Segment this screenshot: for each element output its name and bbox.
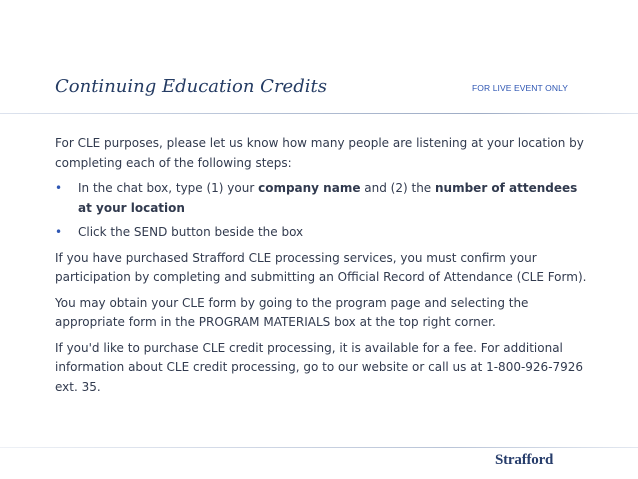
slide-title: Continuing Education Credits bbox=[55, 76, 327, 97]
slide-body bbox=[55, 134, 595, 403]
contact-paragraph: If you'd like to purchase CLE credit processing, it is available for a fee. For additional information about CLE credit processing, go to our website or call us at 1-800-926-7926 ext. 35. bbox=[55, 340, 584, 394]
purchase-paragraph: If you have purchased Strafford CLE processing services, you must confirm your participation by completing and submitting an Official Record of Attendance (CLE Form). bbox=[55, 250, 587, 284]
bullet-marker: • bbox=[55, 225, 63, 239]
live-event-badge: FOR LIVE EVENT ONLY bbox=[472, 83, 569, 93]
step-text: Click the SEND button beside the box bbox=[78, 225, 304, 239]
header-divider bbox=[0, 113, 638, 114]
steps-list bbox=[55, 179, 595, 243]
footer-divider bbox=[0, 447, 638, 448]
strafford-logo: Strafford bbox=[495, 452, 554, 468]
step-bold-company-name: company name bbox=[258, 181, 361, 195]
step-bold-attendees: number of attendees at your location bbox=[78, 181, 578, 215]
step-item-chat bbox=[55, 179, 595, 218]
form-paragraph: You may obtain your CLE form by going to the program page and selecting the appropriate form in the PROGRAM MATERIALS box at the top right corner. bbox=[55, 295, 529, 329]
step-item-send bbox=[55, 223, 595, 243]
bullet-marker: • bbox=[55, 181, 63, 195]
step-text: In the chat box, type (1) your bbox=[78, 181, 259, 195]
step-text: and (2) the bbox=[360, 181, 435, 195]
intro-paragraph: For CLE purposes, please let us know how many people are listening at your location by completing each of the following steps: bbox=[55, 136, 584, 170]
